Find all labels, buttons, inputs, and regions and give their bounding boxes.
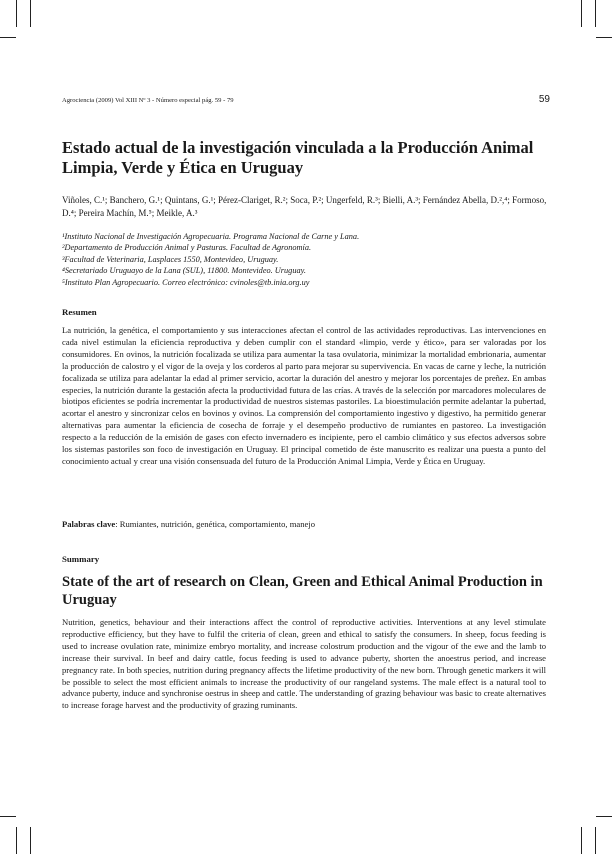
journal-citation: Agrociencia (2009) Vol XIII Nº 3 - Número especial pág. 59 - 79: [62, 97, 234, 104]
keywords: [62, 519, 546, 529]
summary-heading: Summary: [62, 554, 100, 564]
affiliations: [62, 231, 552, 288]
running-header: [62, 94, 550, 105]
keywords-text: : Rumiantes, nutrición, genética, comportamiento, manejo: [115, 519, 315, 529]
affiliation: ³Facultad de Veterinaria, Lasplaces 1550, Montevideo, Uruguay.: [62, 254, 279, 264]
keywords-label: Palabras clave: [62, 519, 116, 529]
page-number: 59: [538, 94, 550, 105]
affiliation: ⁴Secretariado Uruguayo de la Lana (SUL), 11800. Montevideo. Uruguay.: [62, 266, 306, 276]
article-title-en: State of the art of research on Clean, Green and Ethical Animal Production in Uruguay: [62, 574, 543, 608]
resumen-heading: Resumen: [62, 307, 97, 317]
resumen-text: La nutrición, la genética, el comportamiento y sus interacciones afectan el control de las actividades reproductivas. Las intervenciones en cada nivel estimulan la eficiencia reproductiva y deben cumplir con el standard «limpio, verde y ético», para ser valoradas por los consumidores. En ovinos, la nutrición focalizada se utiliza para aumentar la tasa ovulatoria, minimizar la mortalidad embrionaria, aumentar la producción de calostro y el vigor de la oveja y los corderos al parto para mejorar su supervivencia. En vacas de carne y leche, la nutrición focalizada se utiliza para adelantar la edad al primer servicio, acortar la duración del anestro y mejorar los porcentajes de preñez. En ambas especies, la nutrición durante la gestación afecta la productividad futura de las crías. A través de la selección por marcadores moleculares de biotipos eficientes se podría incrementar la productividad de nuestros sistemas pastoriles. La bioestimulación permite adelantar la pubertad, acortar el anestro y sincronizar celos en bovinos y ovinos. La comprensión del comportamiento ingestivo y digestivo, ha permitido generar alternativas para aumentar la eficiencia de cosecha de forraje y el desempeño productivo de rumiantes en pastoreo. La investigación respecto a la reducción de la emisión de gases con efecto invernadero es incipiente, pero el cambio climático y sus efectos adversos sobre los sistemas pastoriles son foco de investigación en Uruguay. El principal cometido de éste manuscrito es realizar una puesta a punto del conocimiento actual y crear una visión consensuada del futuro de la Producción Animal Limpia, Verde y Ética en Uruguay.: [62, 325, 546, 466]
affiliation: ⁵Instituto Plan Agropecuario. Correo electrónico: cvinoles@tb.inia.org.uy: [62, 277, 310, 287]
article-title-es: Estado actual de la investigación vinculada a la Producción Animal Limpia, Verde y Ética en Uruguay: [62, 138, 534, 177]
affiliation: ²Departamento de Producción Animal y Pasturas. Facultad de Agronomía.: [62, 243, 312, 253]
affiliation: ¹Instituto Nacional de Investigación Agropecuaria. Programa Nacional de Carne y Lana.: [62, 232, 360, 241]
summary-text: Nutrition, genetics, behaviour and their interactions affect the control of reproductive activities. Interventions at any level stimulate reproductive efficiency, but they have to fulfil the criteria of clean, green and ethical to satisfy the consumers. In sheep, focus feeding is used to increase ovulation rate, minimize embryo mortality, and increase colostrum production and the vigour of the ewe and the lamb to increase their survival. In beef and dairy cattle, focus feeding is used to advance puberty, shorten the anoestrus period, and increase pregnancy rate. In both species, nutrition during pregnancy affects the lifetime productivity of the new born. Through genetic markers it will be possible to select the most efficient animals to increase the productivity of our rangeland systems. The male effect is a natural tool to advance puberty, induce and synchronise oestrus in sheep and cattle. The understanding of grazing behaviour was basic to create alternatives to increase forage harvest and the productivity of grazing ruminants.: [62, 617, 546, 711]
author-list: Viñoles, C.¹; Banchero, G.¹; Quintans, G.¹; Pérez-Clariget, R.²; Soca, P.²; Ungerfeld, R.³; Bielli, A.³; Fernández Abella, D.²,⁴; Formoso, D.⁴; Pereira Machín, M.⁵; Meikle, A.³: [62, 195, 547, 218]
